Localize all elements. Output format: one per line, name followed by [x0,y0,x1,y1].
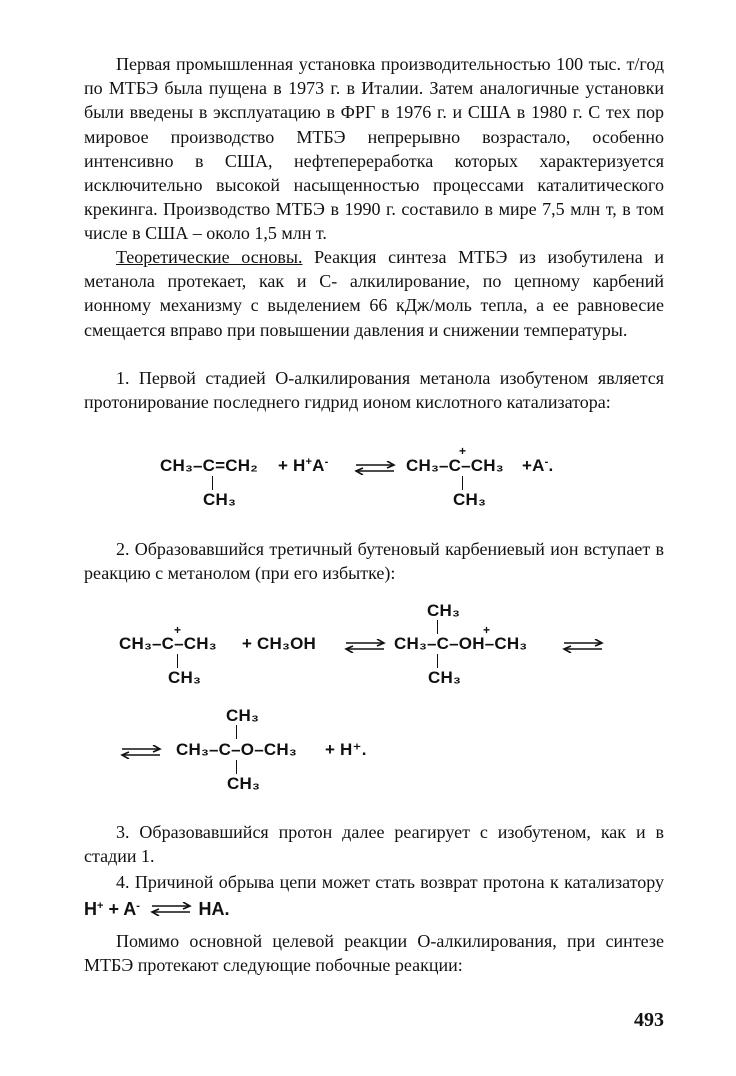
paragraph-theory [84,245,664,342]
reaction-1-lhs: CH₃–C=CH₂ [160,456,258,475]
paragraph-side-reactions: Помимо основной целевой реакции О-алкилирования, при синтезе МТБЭ протекают следующие побочные реакции: [84,931,664,976]
reaction-3-top-methyl: CH₃ [226,706,260,725]
reaction-1-rhs: CH₃–C–CH₃ [406,456,504,475]
paragraph-stage-3: 3. Образовавшийся протон далее реагирует с изобутеном, как и в стадии 1. [84,822,664,867]
reaction-2-lhs-methyl: CH₃ [168,668,202,687]
reaction-3-product: CH₃–C–O–CH₃ [176,740,297,759]
reaction-2-lhs-bond [177,654,178,668]
paragraph-stage-2: 2. Образовавшийся третичный бутеновый карбениевый ион вступает в реакцию с метанолом (при его избытке): [84,539,664,584]
reaction-2-mid-top-bond [437,620,438,634]
reaction-3-top-bond [236,725,237,739]
reaction-3-bond [236,760,237,774]
reaction-2-lhs: CH₃–C–CH₃ [119,634,217,653]
paragraph-stage-4: 4. Причиной обрыва цепи может стать возврат протона к катализатору H+ + A- HA. [84,872,664,920]
equilibrium-arrow-icon [344,639,386,653]
theory-text: Реакция синтеза МТБЭ из изобутилена и метанола протекает, как и С- алкилирование, по цепному карбений ионному механизму с выделением 66 кДж/моль тепла, а ее равновесие смещается вправо при повышении давления и снижении температуры. [84,247,664,340]
reaction-2-mid-top-methyl: CH₃ [427,601,461,620]
theory-heading: Теоретические основы. [116,247,303,267]
page-number: 493 [634,1009,664,1031]
equilibrium-arrow-icon [150,902,192,916]
reaction-3-methyl: CH₃ [227,774,261,793]
reaction-2-mid-bond [437,654,438,668]
reaction-1-acid: + H+A- [278,456,329,475]
reaction-1-carbocation-charge: + [459,444,467,458]
reaction-2-mid-methyl: CH₃ [428,668,462,687]
paragraph-stage-1: 1. Первой стадией О-алкилирования метанола изобутеном является протонирование последнего гидрид ионом кислотного катализатора: [84,368,664,413]
equilibrium-arrow-icon [562,639,604,653]
reaction-1-lhs-methyl: CH₃ [203,490,237,509]
reaction-1-rhs-methyl: CH₃ [453,490,487,509]
reaction-1-rhs-anion: +A-. [522,456,554,475]
reaction-1-rhs-bond [462,476,463,490]
reaction-2-oxonium-charge: + [483,623,491,637]
paragraph-history: Первая промышленная установка производительностью 100 тыс. т/год по МТБЭ была пущена в 1973 г. в Италии. Затем аналогичные установки были введены в эксплуатацию в ФРГ в 1976 г. и США в 1980 г. С тех пор мировое производство МТБЭ непрерывно возрастало, особенно интенсивно в США, нефтепереработка которых характеризуется исключительно высокой насыщенностью процессами каталитического крекинга. Производство МТБЭ в 1990 г. составило в мире 7,5 млн т, в том числе в США – около 1,5 млн т. [84,54,664,244]
equilibrium-arrow-icon [120,745,162,759]
reaction-2-methanol: + CH₃OH [242,634,316,653]
reaction-1-lhs-bond [212,476,213,490]
reaction-3-proton: + H⁺. [325,740,367,759]
equilibrium-arrow-icon [354,461,396,475]
reaction-2-lhs-charge: + [174,623,182,637]
reaction-2-intermediate: CH₃–C–OH–CH₃ [394,634,528,653]
